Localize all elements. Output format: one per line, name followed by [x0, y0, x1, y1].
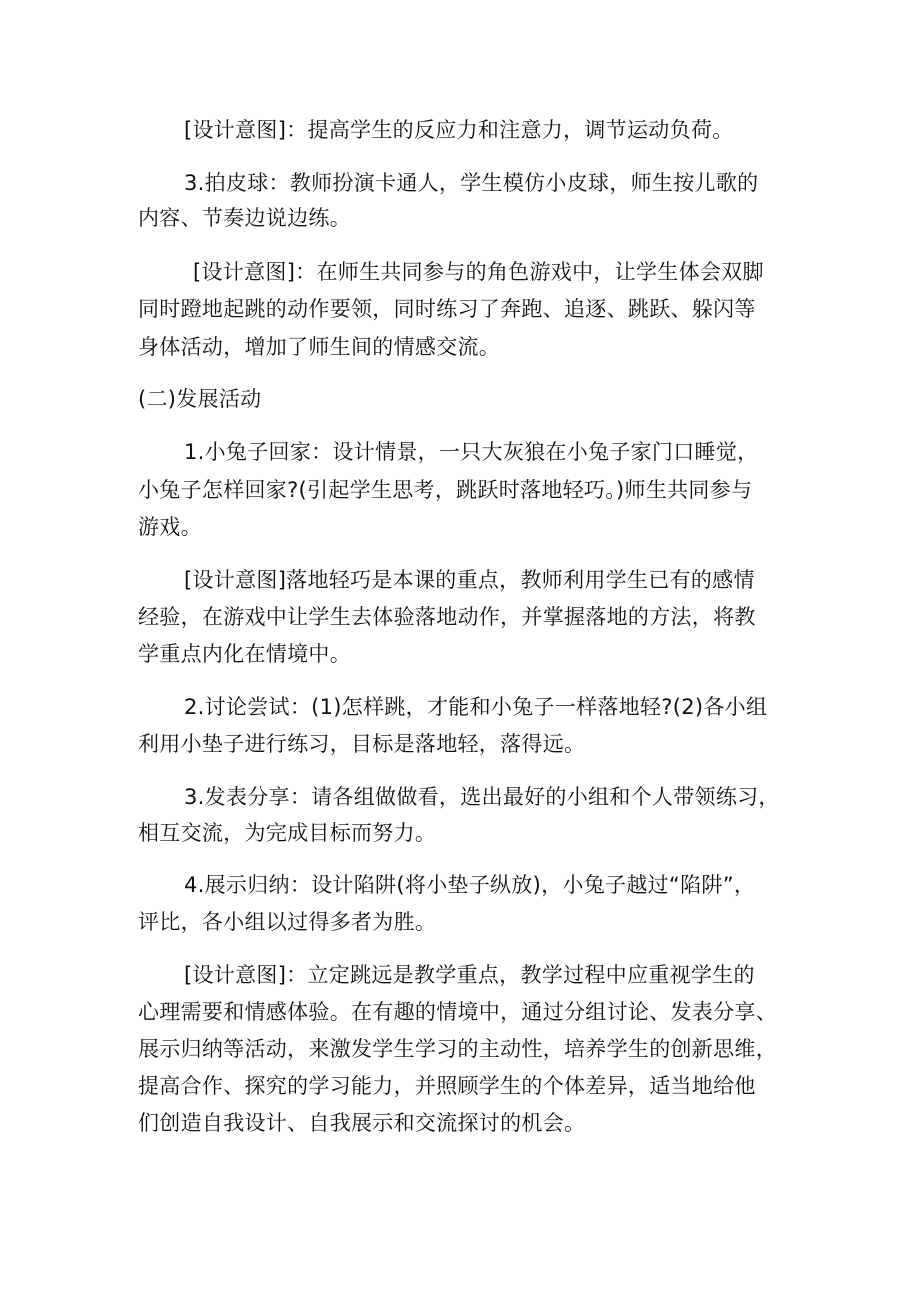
text-line: 同时蹬地起跳的动作要领，同时练习了奔跑、追逐、跳跃、躲闪等	[138, 297, 756, 321]
text-line: [设计意图]：在师生共同参与的角色游戏中，让学生体会双脚	[193, 260, 764, 284]
text-line: 游戏。	[138, 515, 202, 539]
text-line: 们创造自我设计、自我展示和交流探讨的机会。	[138, 1111, 586, 1135]
text-line: 提高合作、探究的学习能力，并照顾学生的个体差异，适当地给他	[138, 1074, 756, 1098]
text-line: 2.讨论尝试：(1)怎样跳，才能和小兔子一样落地轻?(2)各小组	[184, 695, 768, 719]
text-line: 利用小垫子进行练习，目标是落地轻，落得远。	[138, 732, 586, 756]
text-line: 学重点内化在情境中。	[138, 642, 351, 666]
text-line: 展示归纳等活动，来激发学生学习的主动性，培养学生的创新思维，	[138, 1037, 777, 1061]
text-line: [设计意图]：立定跳远是教学重点，教学过程中应重视学生的	[184, 963, 755, 987]
text-line: 相互交流，为完成目标而努力。	[138, 821, 437, 845]
text-line: [设计意图]落地轻巧是本课的重点，教师利用学生已有的感情	[184, 568, 755, 592]
text-line: 身体活动，增加了师生间的情感交流。	[138, 335, 501, 359]
text-line: 内容、节奏边说边练。	[138, 206, 351, 230]
text-line: [设计意图]：提高学生的反应力和注意力，调节运动负荷。	[184, 118, 734, 142]
text-line: 3.拍皮球：教师扮演卡通人，学生模仿小皮球，师生按儿歌的	[184, 171, 759, 195]
text-line: 经验，在游戏中让学生去体验落地动作，并掌握落地的方法，将教	[138, 605, 756, 629]
text-line: 小兔子怎样回家?(引起学生思考，跳跃时落地轻巧。)师生共同参与	[138, 478, 753, 502]
section-heading: (二)发展活动	[138, 387, 262, 411]
text-line: 4.展示归纳：设计陷阱(将小垫子纵放)，小兔子越过“陷阱”，	[184, 873, 756, 897]
text-line: 1.小兔子回家：设计情景，一只大灰狼在小兔子家门口睡觉，	[184, 440, 759, 464]
text-line: 心理需要和情感体验。在有趣的情境中，通过分组讨论、发表分享、	[138, 1000, 777, 1024]
text-line: 3.发表分享：请各组做做看，选出最好的小组和个人带领练习，	[184, 785, 780, 809]
text-line: 评比，各小组以过得多者为胜。	[138, 910, 437, 934]
